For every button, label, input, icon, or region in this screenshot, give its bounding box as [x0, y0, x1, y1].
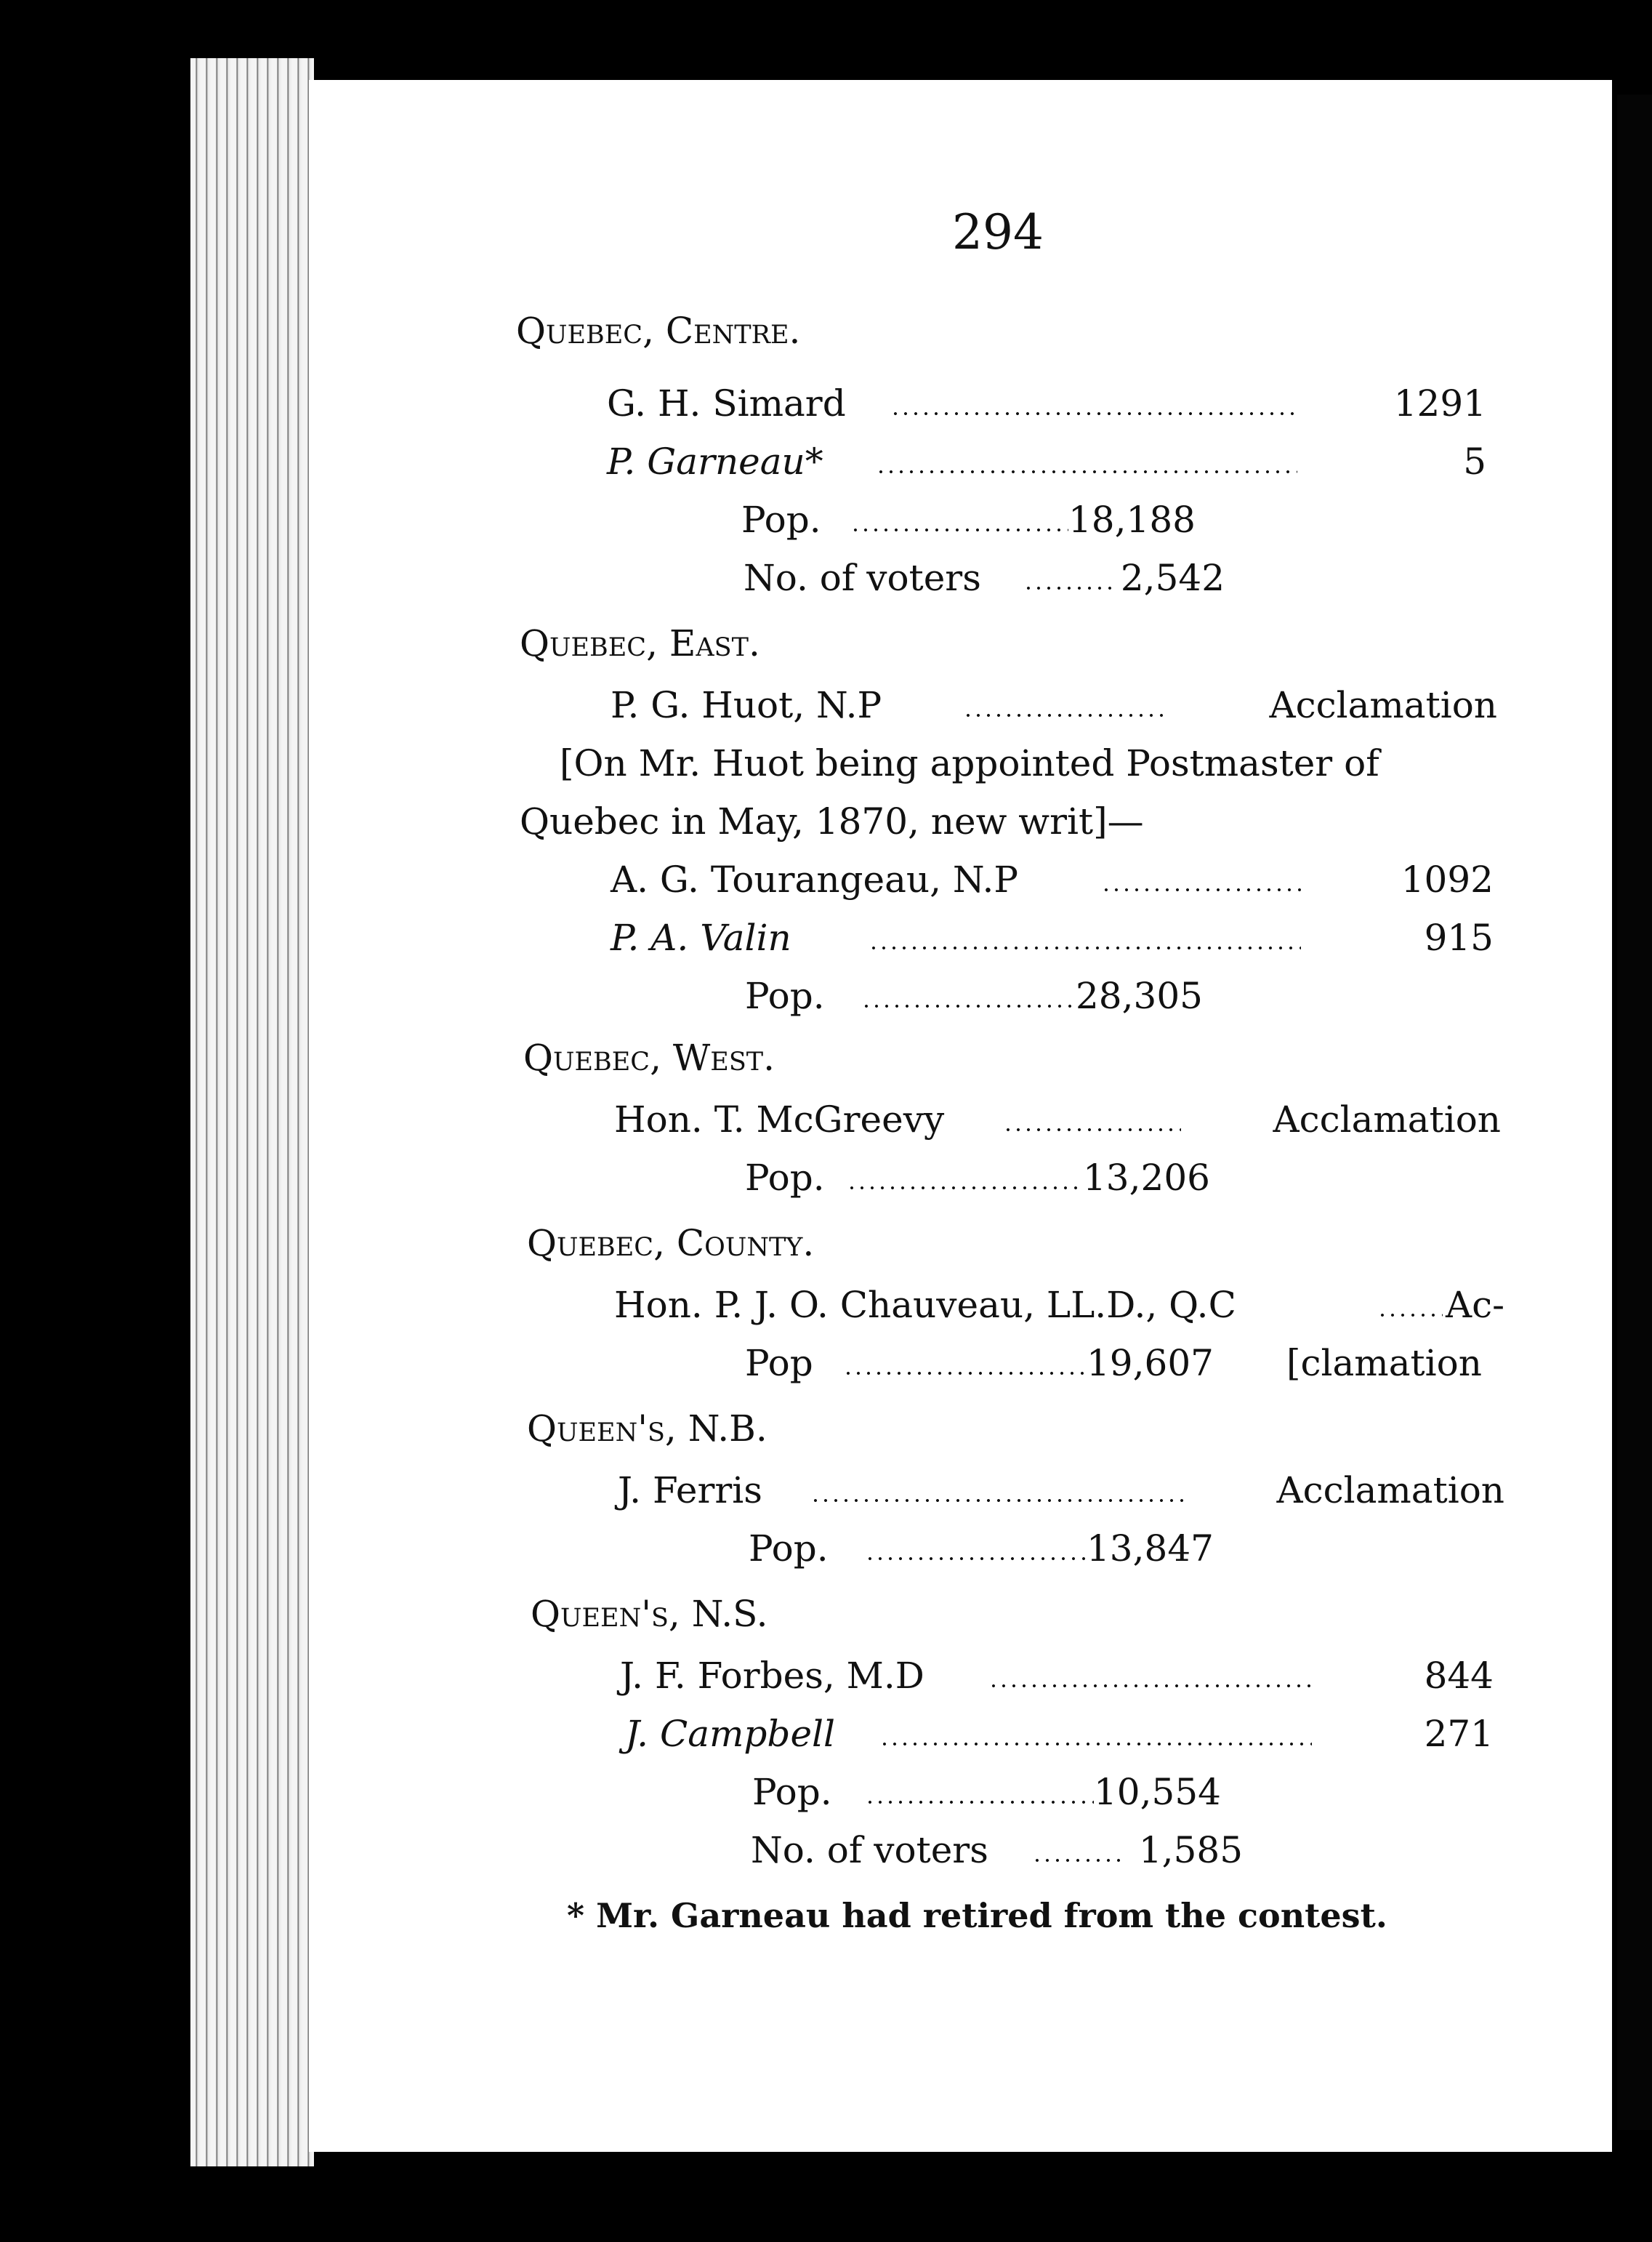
section-heading: Quebec, Centre.: [516, 310, 801, 352]
vote-count: 1291: [1393, 382, 1486, 425]
vote-count: 5: [1463, 441, 1486, 483]
population: 13,847: [1087, 1527, 1214, 1570]
leader-dots: [879, 1712, 1312, 1756]
candidate-name: A. G. Tourangeau, N.P: [611, 859, 1019, 901]
footnote: * Mr. Garneau had retired from the contest.: [567, 1896, 1387, 1935]
vote-count: Acclamation: [1276, 1469, 1504, 1511]
population: 28,305: [1076, 975, 1203, 1017]
pop-label: Pop.: [745, 975, 825, 1017]
leader-dots: [1032, 1828, 1127, 1872]
leader-dots: [865, 1527, 1087, 1570]
leader-dots: [843, 1341, 1087, 1385]
book-page: [309, 80, 1612, 2152]
section-heading: Quebec, County.: [527, 1222, 815, 1264]
candidate-name: J. F. Forbes, M.D: [620, 1655, 924, 1697]
leader-dots: [847, 1156, 1083, 1200]
leader-dots: [1003, 1098, 1181, 1141]
vote-count: 844: [1424, 1655, 1494, 1697]
leader-dots: [861, 974, 1076, 1018]
vote-count: Ac-: [1445, 1284, 1504, 1326]
vote-count: Acclamation: [1269, 684, 1497, 726]
continuation-text: [clamation: [1286, 1342, 1482, 1384]
population: 19,607: [1087, 1342, 1214, 1384]
page-edges: [190, 58, 314, 2166]
voters-count: 1,585: [1138, 1829, 1243, 1871]
pop-label: Pop.: [745, 1157, 825, 1199]
leader-dots: [1377, 1283, 1443, 1327]
section-heading: Queen's, N.S.: [531, 1593, 768, 1635]
pop-label: Pop: [745, 1342, 813, 1384]
candidate-name: Hon. P. J. O. Chauveau, LL.D., Q.C: [614, 1284, 1236, 1326]
voters-count: 2,542: [1120, 557, 1225, 599]
vote-count: Acclamation: [1273, 1098, 1501, 1141]
vote-count: 271: [1424, 1713, 1494, 1755]
candidate-name: J. Campbell: [625, 1713, 836, 1755]
section-heading: Queen's, N.B.: [527, 1407, 767, 1450]
candidate-name: P. Garneau*: [607, 441, 823, 483]
facing-page-edge: [1617, 95, 1652, 2130]
candidate-name: G. H. Simard: [607, 382, 846, 425]
pop-label: Pop.: [752, 1771, 832, 1813]
voters-label: No. of voters: [751, 1829, 988, 1871]
candidate-name: Hon. T. McGreevy: [614, 1098, 945, 1141]
leader-dots: [1023, 556, 1114, 600]
candidate-name: P. A. Valin: [611, 917, 791, 959]
leader-dots: [876, 440, 1297, 483]
voters-label: No. of voters: [744, 557, 981, 599]
vote-count: 1092: [1401, 859, 1494, 901]
pop-label: Pop.: [741, 499, 821, 541]
leader-dots: [810, 1468, 1185, 1512]
note-line: Quebec in May, 1870, new writ]—: [520, 800, 1144, 843]
population: 13,206: [1083, 1157, 1210, 1199]
vote-count: 915: [1424, 917, 1494, 959]
leader-dots: [988, 1654, 1312, 1697]
leader-dots: [869, 916, 1301, 960]
note-line: [On Mr. Huot being appointed Postmaster of: [560, 742, 1379, 784]
candidate-name: P. G. Huot, N.P: [611, 684, 882, 726]
page-number: 294: [952, 204, 1044, 260]
leader-dots: [1101, 858, 1305, 901]
leader-dots: [963, 683, 1170, 727]
leader-dots: [865, 1770, 1094, 1814]
section-heading: Quebec, West.: [523, 1037, 775, 1079]
leader-dots: [850, 498, 1068, 542]
population: 10,554: [1094, 1771, 1221, 1813]
leader-dots: [890, 382, 1297, 425]
section-heading: Quebec, East.: [520, 622, 760, 664]
pop-label: Pop.: [749, 1527, 829, 1570]
population: 18,188: [1068, 499, 1196, 541]
candidate-name: J. Ferris: [618, 1469, 762, 1511]
